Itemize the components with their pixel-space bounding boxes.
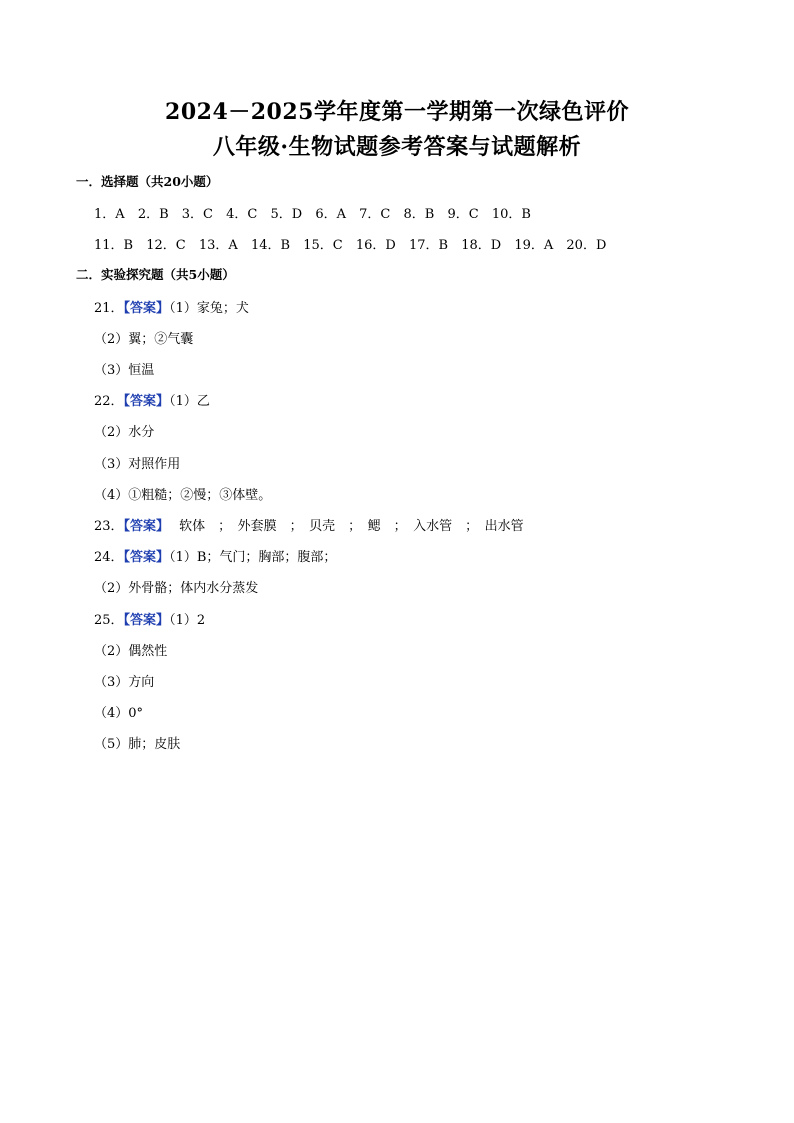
mc-answer: 2．B [137, 207, 169, 222]
q23-line-1 [94, 515, 524, 534]
section-experiment-heading: 二．实验探究题（共5小题） [76, 267, 235, 282]
answer-tag: 【答案】 [123, 613, 170, 628]
question-number: 24． [94, 550, 124, 565]
question-number: 23． [94, 519, 124, 534]
mc-answer: 12．C [146, 238, 186, 253]
mc-answer: 9．C [447, 207, 479, 222]
q21-line-3: （3）恒温 [94, 363, 155, 378]
mc-answer: 13．A [198, 238, 238, 253]
mc-answer: 18．D [461, 238, 502, 253]
mc-answer: 11．B [94, 238, 134, 253]
q25-line-4: （4）0° [94, 706, 144, 721]
answer-text: （1）家兔；犬 [169, 301, 249, 316]
answer-tag: 【答案】 [123, 301, 170, 316]
q22-line-2: （2）水分 [94, 425, 155, 440]
answer-tag: 【答案】 [123, 394, 170, 409]
mc-answer: 17．B [408, 238, 449, 253]
answer-text: （1）乙 [169, 394, 210, 409]
mc-answer: 8．B [403, 207, 435, 222]
mc-answer: 15．C [303, 238, 343, 253]
q22-line-1 [94, 390, 210, 409]
section-multiple-choice-heading: 一．选择题（共20小题） [76, 174, 219, 189]
q21-line-2: （2）翼；②气囊 [94, 332, 194, 347]
mc-answer: 20．D [566, 238, 607, 253]
q22-line-3: （3）对照作用 [94, 457, 181, 472]
mc-answer: 7．C [359, 207, 391, 222]
question-number: 25． [94, 613, 124, 628]
mc-answer: 3．C [181, 207, 213, 222]
mc-answer: 14．B [250, 238, 291, 253]
q25-line-5: （5）肺；皮肤 [94, 737, 181, 752]
question-number: 21． [94, 301, 124, 316]
q25-line-3: （3）方向 [94, 675, 155, 690]
answer-tag: 【答案】 [123, 519, 170, 534]
mc-answer: 6．A [315, 207, 347, 222]
q21-line-1 [94, 297, 249, 316]
q24-line-2: （2）外骨骼；体内水分蒸发 [94, 581, 259, 596]
mc-answer: 10．B [491, 207, 531, 222]
mc-answers-row-2 [94, 234, 615, 253]
mc-answer: 4．C [226, 207, 258, 222]
page-title: 2024－2025学年度第一学期第一次绿色评价 [165, 99, 629, 125]
q25-line-2: （2）偶然性 [94, 644, 168, 659]
answer-text: （1）B；气门；胸部；腹部； [169, 550, 337, 565]
answer-text: （1）2 [169, 613, 206, 628]
mc-answer: 5．D [270, 207, 303, 222]
answer-tag: 【答案】 [123, 550, 170, 565]
page-subtitle: 八年级·生物试题参考答案与试题解析 [212, 134, 582, 160]
answer-text: 软体 ； 外套膜 ； 贝壳 ； 鳃 ； 入水管 ； 出水管 [179, 519, 524, 534]
q22-line-4: （4）①粗糙；②慢；③体壁。 [94, 488, 272, 503]
mc-answers-row-1 [94, 203, 540, 222]
mc-answer: 16．D [355, 238, 396, 253]
q24-line-1 [94, 546, 336, 565]
q25-line-1 [94, 609, 205, 628]
mc-answer: 19．A [514, 238, 554, 253]
mc-answer: 1．A [94, 207, 125, 222]
question-number: 22． [94, 394, 124, 409]
